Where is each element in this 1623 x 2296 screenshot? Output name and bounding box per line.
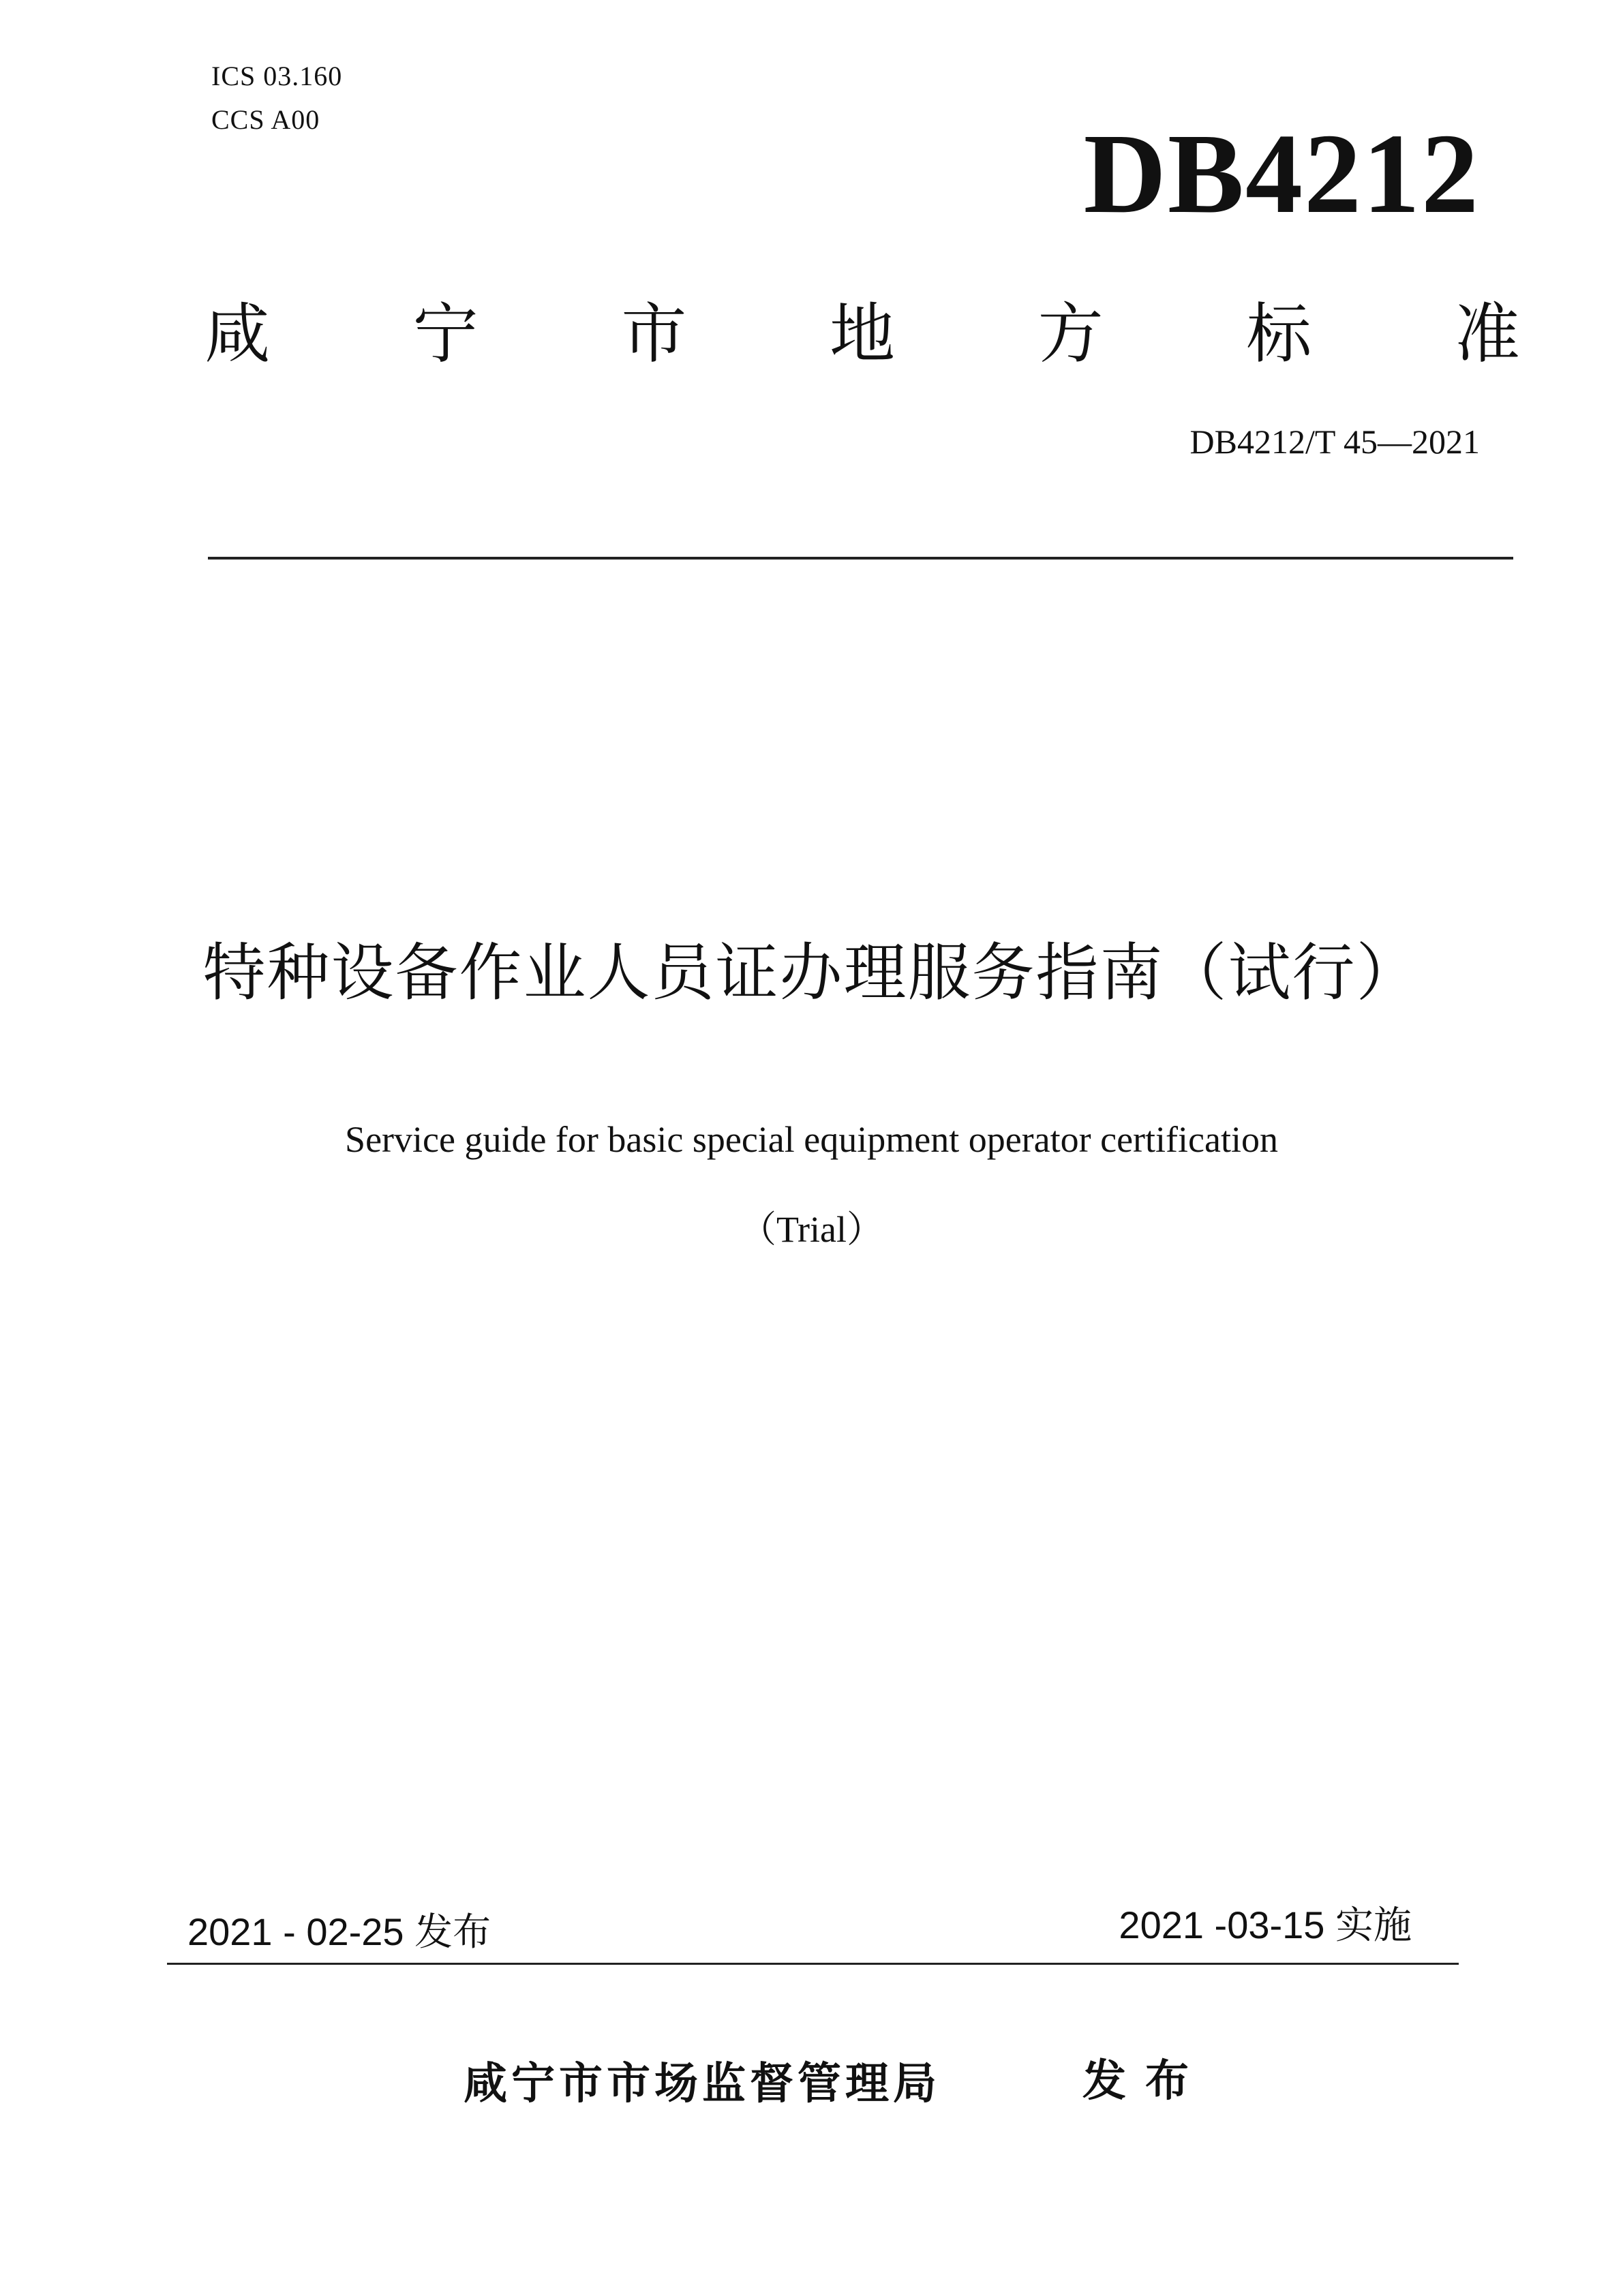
document-title-zh: 特种设备作业人员证办理服务指南（试行） bbox=[202, 936, 1421, 1009]
issuing-authority: 咸宁市市场监督管理局 bbox=[464, 2059, 941, 2109]
standard-type-char: 标 bbox=[1246, 296, 1312, 372]
standard-type-char: 准 bbox=[1454, 296, 1520, 372]
ics-code: ICS 03.160 bbox=[211, 61, 343, 91]
standard-type-char: 地 bbox=[829, 296, 895, 372]
bottom-divider bbox=[167, 1963, 1459, 1965]
standard-type-char: 宁 bbox=[412, 296, 479, 372]
document-title-en: Service guide for basic special equipment operator certification bbox=[345, 1119, 1278, 1160]
issue-label: 发布 bbox=[1082, 2056, 1208, 2107]
implement-date: 2021 -03-15 实施 bbox=[1119, 1903, 1412, 1946]
standard-type-title bbox=[204, 293, 1520, 375]
document-title-trial-note: （Trial） bbox=[739, 1209, 884, 1250]
ccs-code: CCS A00 bbox=[211, 104, 320, 135]
standard-number: DB4212/T 45—2021 bbox=[1189, 423, 1480, 461]
standard-type-char: 咸 bbox=[204, 296, 270, 372]
top-divider bbox=[208, 557, 1513, 560]
publish-date: 2021 - 02-25 发布 bbox=[187, 1910, 491, 1953]
standard-type-char: 市 bbox=[621, 296, 687, 372]
standard-type-char: 方 bbox=[1037, 296, 1104, 372]
standard-code-logo: DB4212 bbox=[1083, 110, 1480, 237]
